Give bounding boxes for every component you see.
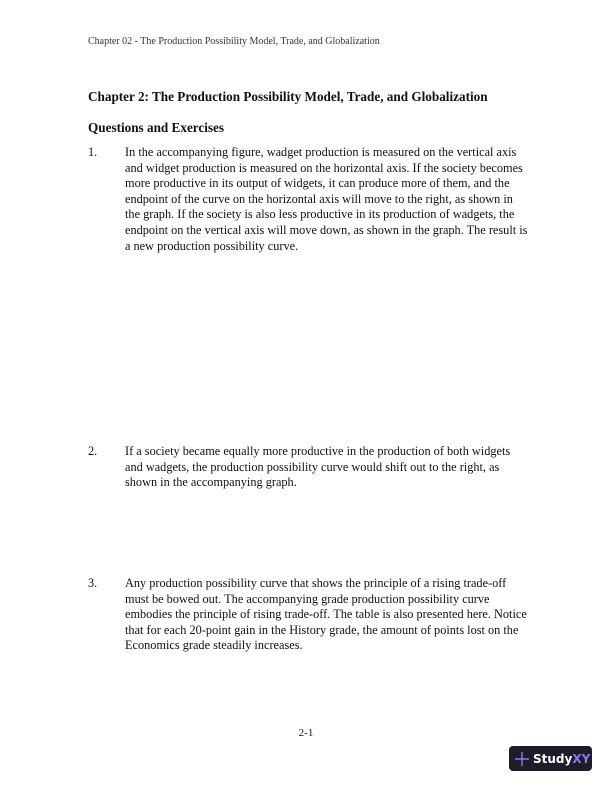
text-line: Economics grade steadily increases.	[125, 638, 303, 653]
text-line: In the accompanying figure, wadget production is measured on the vertical axis	[125, 145, 517, 159]
text-line: endpoint on the vertical axis will move down, as shown in the graph. The result is	[125, 222, 528, 237]
question-number: 2.	[88, 444, 98, 458]
logo-text: Study	[533, 751, 573, 766]
question-number: 1.	[88, 145, 98, 159]
chapter-title: Chapter 2: The Production Possibility Model, Trade, and Globalization	[88, 89, 488, 104]
text-line: Any production possibility curve that shows the principle of a rising trade-off	[125, 576, 507, 590]
section-heading: Questions and Exercises	[88, 120, 225, 135]
text-line: must be bowed out. The accompanying grade production possibility curve	[125, 591, 490, 606]
text-line: endpoint of the curve on the horizontal axis will move to the right, as shown in	[125, 191, 513, 206]
text-line: a new production possibility curve.	[125, 238, 299, 253]
logo-text-accent: XY	[572, 751, 591, 766]
running-header: Chapter 02 - The Production Possibility Model, Trade, and Globalization	[88, 36, 380, 47]
question-text	[125, 576, 527, 654]
studyxy-logo[interactable]	[509, 746, 592, 771]
text-line: the graph. If the society is also less productive in its production of wadgets, the	[125, 207, 515, 222]
text-line: embodies the principle of rising trade-off. The table is also presented here. Notice	[125, 607, 527, 622]
plus-icon	[515, 752, 529, 766]
question-text	[125, 444, 510, 491]
question-text	[125, 145, 527, 254]
text-line: that for each 20-point gain in the History grade, the amount of points lost on the	[125, 622, 519, 637]
text-line: If a society became equally more productive in the production of both widgets	[125, 444, 511, 458]
text-line: and widget production is measured on the horizontal axis. If the society becomes	[125, 160, 523, 175]
page-number: 2-1	[298, 727, 314, 739]
question-number: 3.	[88, 576, 98, 590]
text-line: shown in the accompanying graph.	[125, 475, 297, 490]
text-line: and wadgets, the production possibility curve would shift out to the right, as	[125, 459, 500, 474]
text-line: more productive in its output of widgets, it can produce more of them, and the	[125, 176, 510, 191]
